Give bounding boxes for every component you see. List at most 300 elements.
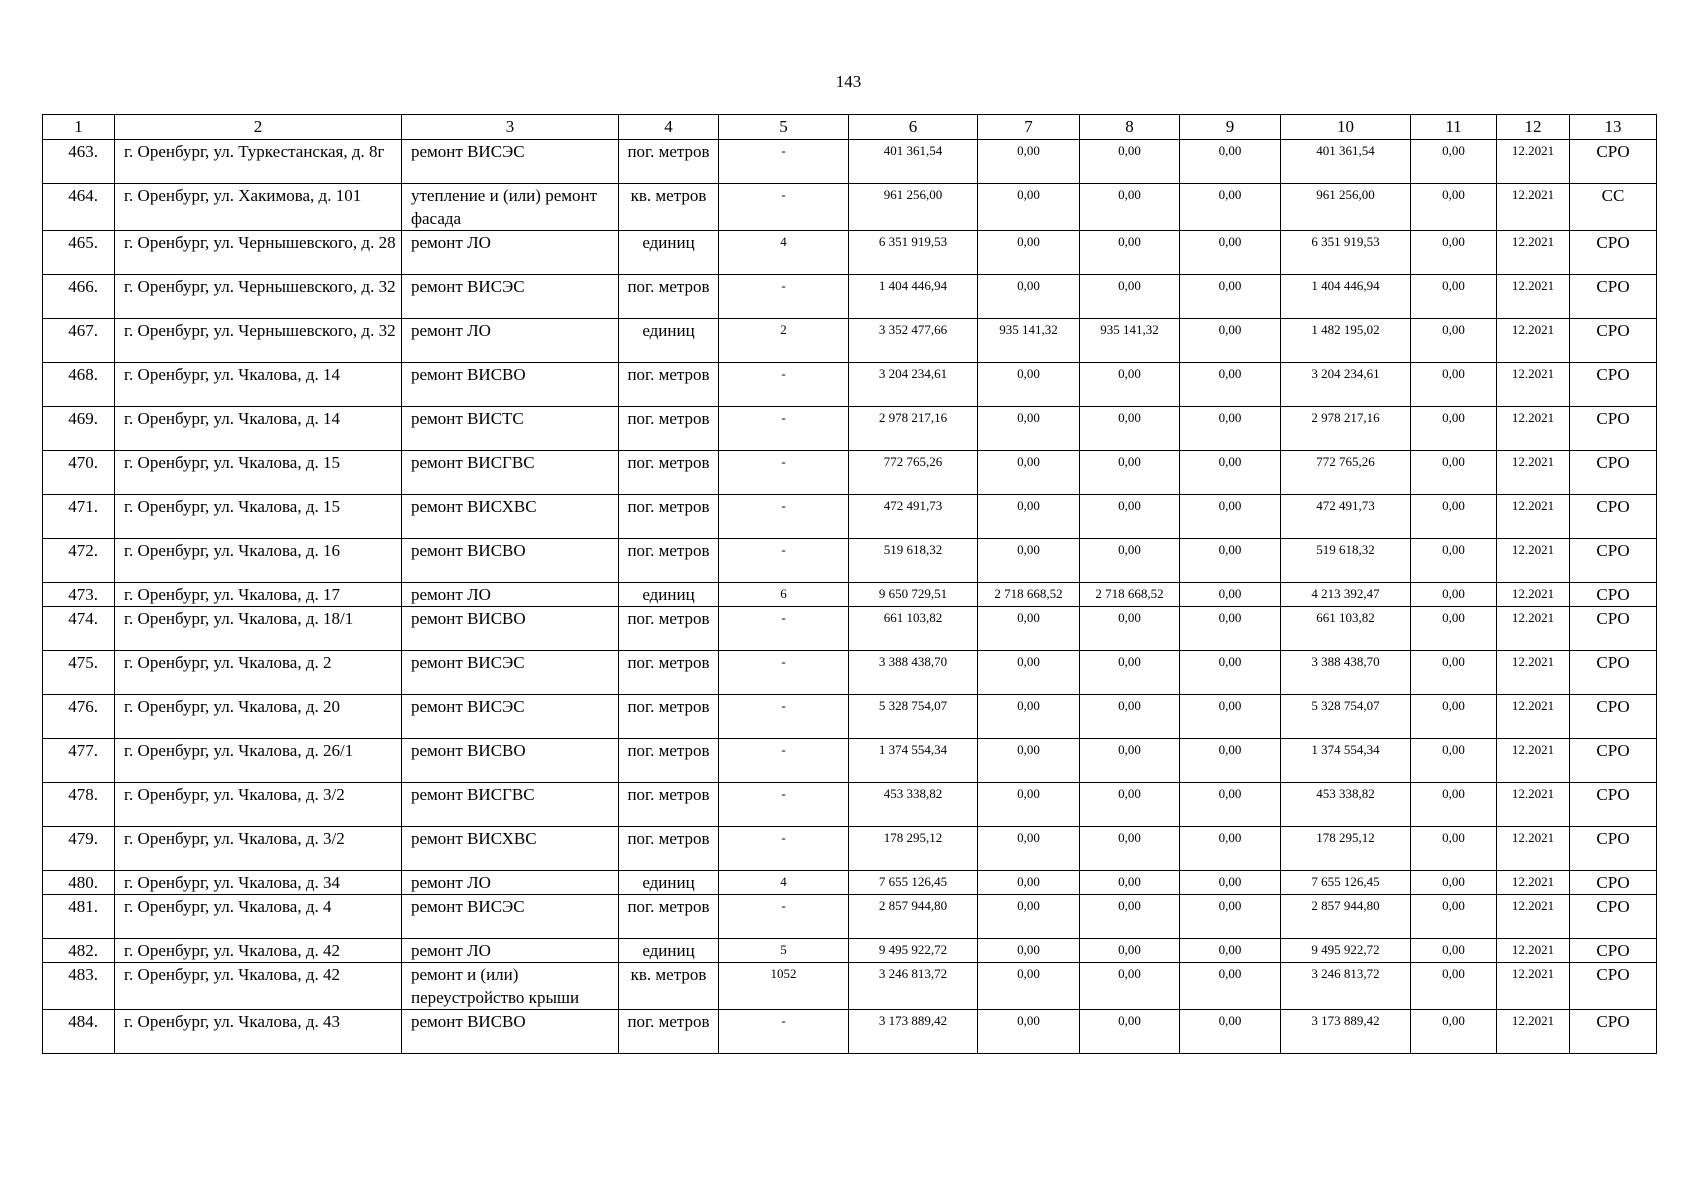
work-type-cell: ремонт ВИСВО <box>402 363 619 407</box>
total-cost-cell: 3 352 477,66 <box>849 319 978 363</box>
work-type-cell: утепление и (или) ремонт фасада <box>402 184 619 231</box>
address-cell: г. Оренбург, ул. Чкалова, д. 3/2 <box>115 783 402 827</box>
owner-cost-cell: 6 351 919,53 <box>1281 231 1411 275</box>
table-row <box>43 451 1657 495</box>
extra-cost-cell: 0,00 <box>1411 407 1497 451</box>
extra-cost-cell: 0,00 <box>1411 695 1497 739</box>
quantity-cell: - <box>719 739 849 783</box>
quantity-cell: - <box>719 407 849 451</box>
row-number-cell: 478. <box>43 783 115 827</box>
row-number-cell: 477. <box>43 739 115 783</box>
table-row <box>43 319 1657 363</box>
total-cost-cell: 178 295,12 <box>849 827 978 871</box>
quantity-cell: - <box>719 651 849 695</box>
row-number-cell: 463. <box>43 140 115 184</box>
extra-cost-cell: 0,00 <box>1411 651 1497 695</box>
table-row <box>43 275 1657 319</box>
other-cost-cell: 0,00 <box>1180 231 1281 275</box>
quantity-cell: 5 <box>719 939 849 963</box>
address-cell: г. Оренбург, ул. Чкалова, д. 15 <box>115 451 402 495</box>
column-header: 1 <box>43 115 115 140</box>
owner-cost-cell: 401 361,54 <box>1281 140 1411 184</box>
work-type-cell: ремонт и (или) переустройство крыши <box>402 963 619 1010</box>
deadline-cell: 12.2021 <box>1497 539 1570 583</box>
other-cost-cell: 0,00 <box>1180 319 1281 363</box>
address-cell: г. Оренбург, ул. Чкалова, д. 2 <box>115 651 402 695</box>
address-cell: г. Оренбург, ул. Чкалова, д. 15 <box>115 495 402 539</box>
fund-cost-cell: 0,00 <box>978 695 1080 739</box>
row-number-cell: 469. <box>43 407 115 451</box>
fund-cost-cell-2: 0,00 <box>1080 827 1180 871</box>
table-row <box>43 407 1657 451</box>
total-cost-cell: 5 328 754,07 <box>849 695 978 739</box>
fund-cost-cell-2: 0,00 <box>1080 783 1180 827</box>
work-type-cell: ремонт ВИСВО <box>402 1010 619 1054</box>
page-number: 143 <box>835 72 862 91</box>
deadline-cell: 12.2021 <box>1497 451 1570 495</box>
extra-cost-cell: 0,00 <box>1411 319 1497 363</box>
unit-cell: пог. метров <box>619 495 719 539</box>
address-cell: г. Оренбург, ул. Чернышевского, д. 32 <box>115 275 402 319</box>
total-cost-cell: 1 404 446,94 <box>849 275 978 319</box>
work-type-cell: ремонт ЛО <box>402 231 619 275</box>
other-cost-cell: 0,00 <box>1180 363 1281 407</box>
column-header: 7 <box>978 115 1080 140</box>
owner-cost-cell: 1 404 446,94 <box>1281 275 1411 319</box>
unit-cell: единиц <box>619 583 719 607</box>
quantity-cell: - <box>719 275 849 319</box>
address-cell: г. Оренбург, ул. Чернышевского, д. 28 <box>115 231 402 275</box>
total-cost-cell: 3 246 813,72 <box>849 963 978 1010</box>
column-header: 13 <box>1570 115 1657 140</box>
fund-cost-cell: 0,00 <box>978 539 1080 583</box>
extra-cost-cell: 0,00 <box>1411 939 1497 963</box>
fund-cost-cell: 0,00 <box>978 827 1080 871</box>
column-header: 8 <box>1080 115 1180 140</box>
address-cell: г. Оренбург, ул. Чкалова, д. 16 <box>115 539 402 583</box>
fund-cost-cell-2: 0,00 <box>1080 363 1180 407</box>
work-type-cell: ремонт ВИСЭС <box>402 275 619 319</box>
work-type-cell: ремонт ВИСВО <box>402 607 619 651</box>
unit-cell: единиц <box>619 939 719 963</box>
deadline-cell: 12.2021 <box>1497 275 1570 319</box>
deadline-cell: 12.2021 <box>1497 895 1570 939</box>
method-cell: СРО <box>1570 363 1657 407</box>
total-cost-cell: 3 173 889,42 <box>849 1010 978 1054</box>
other-cost-cell: 0,00 <box>1180 1010 1281 1054</box>
fund-cost-cell-2: 0,00 <box>1080 1010 1180 1054</box>
owner-cost-cell: 3 173 889,42 <box>1281 1010 1411 1054</box>
deadline-cell: 12.2021 <box>1497 407 1570 451</box>
table-row <box>43 739 1657 783</box>
work-type-cell: ремонт ВИСЭС <box>402 651 619 695</box>
unit-cell: единиц <box>619 319 719 363</box>
address-cell: г. Оренбург, ул. Чкалова, д. 34 <box>115 871 402 895</box>
table-row <box>43 783 1657 827</box>
address-cell: г. Оренбург, ул. Чкалова, д. 26/1 <box>115 739 402 783</box>
method-cell: СРО <box>1570 827 1657 871</box>
quantity-cell: 2 <box>719 319 849 363</box>
unit-cell: пог. метров <box>619 607 719 651</box>
owner-cost-cell: 472 491,73 <box>1281 495 1411 539</box>
work-type-cell: ремонт ЛО <box>402 319 619 363</box>
unit-cell: пог. метров <box>619 827 719 871</box>
address-cell: г. Оренбург, ул. Чкалова, д. 14 <box>115 407 402 451</box>
capital-repair-table <box>42 114 1657 1054</box>
fund-cost-cell: 935 141,32 <box>978 319 1080 363</box>
work-type-cell: ремонт ЛО <box>402 871 619 895</box>
table-row <box>43 827 1657 871</box>
fund-cost-cell-2: 0,00 <box>1080 963 1180 1010</box>
fund-cost-cell: 0,00 <box>978 275 1080 319</box>
method-cell: СРО <box>1570 871 1657 895</box>
fund-cost-cell-2: 2 718 668,52 <box>1080 583 1180 607</box>
other-cost-cell: 0,00 <box>1180 895 1281 939</box>
header-row <box>43 115 1657 140</box>
method-cell: СРО <box>1570 583 1657 607</box>
column-header: 12 <box>1497 115 1570 140</box>
fund-cost-cell: 0,00 <box>978 231 1080 275</box>
column-header: 2 <box>115 115 402 140</box>
total-cost-cell: 2 978 217,16 <box>849 407 978 451</box>
owner-cost-cell: 3 388 438,70 <box>1281 651 1411 695</box>
row-number-cell: 470. <box>43 451 115 495</box>
total-cost-cell: 7 655 126,45 <box>849 871 978 895</box>
extra-cost-cell: 0,00 <box>1411 871 1497 895</box>
fund-cost-cell-2: 0,00 <box>1080 895 1180 939</box>
fund-cost-cell-2: 0,00 <box>1080 695 1180 739</box>
table-row <box>43 607 1657 651</box>
method-cell: СРО <box>1570 275 1657 319</box>
owner-cost-cell: 2 857 944,80 <box>1281 895 1411 939</box>
unit-cell: пог. метров <box>619 739 719 783</box>
owner-cost-cell: 3 204 234,61 <box>1281 363 1411 407</box>
other-cost-cell: 0,00 <box>1180 583 1281 607</box>
column-header: 6 <box>849 115 978 140</box>
method-cell: СРО <box>1570 539 1657 583</box>
total-cost-cell: 519 618,32 <box>849 539 978 583</box>
extra-cost-cell: 0,00 <box>1411 783 1497 827</box>
owner-cost-cell: 5 328 754,07 <box>1281 695 1411 739</box>
other-cost-cell: 0,00 <box>1180 739 1281 783</box>
fund-cost-cell: 0,00 <box>978 407 1080 451</box>
method-cell: СРО <box>1570 319 1657 363</box>
fund-cost-cell-2: 0,00 <box>1080 407 1180 451</box>
column-header: 9 <box>1180 115 1281 140</box>
table-row <box>43 140 1657 184</box>
extra-cost-cell: 0,00 <box>1411 963 1497 1010</box>
extra-cost-cell: 0,00 <box>1411 539 1497 583</box>
fund-cost-cell: 0,00 <box>978 739 1080 783</box>
fund-cost-cell-2: 0,00 <box>1080 607 1180 651</box>
owner-cost-cell: 3 246 813,72 <box>1281 963 1411 1010</box>
row-number-cell: 476. <box>43 695 115 739</box>
total-cost-cell: 3 204 234,61 <box>849 363 978 407</box>
address-cell: г. Оренбург, ул. Чкалова, д. 3/2 <box>115 827 402 871</box>
unit-cell: кв. метров <box>619 184 719 231</box>
table-row <box>43 363 1657 407</box>
table-row <box>43 939 1657 963</box>
quantity-cell: - <box>719 495 849 539</box>
address-cell: г. Оренбург, ул. Чкалова, д. 42 <box>115 963 402 1010</box>
fund-cost-cell: 0,00 <box>978 895 1080 939</box>
work-type-cell: ремонт ЛО <box>402 939 619 963</box>
owner-cost-cell: 2 978 217,16 <box>1281 407 1411 451</box>
extra-cost-cell: 0,00 <box>1411 451 1497 495</box>
work-type-cell: ремонт ВИСГВС <box>402 783 619 827</box>
table-row <box>43 651 1657 695</box>
address-cell: г. Оренбург, ул. Чернышевского, д. 32 <box>115 319 402 363</box>
row-number-cell: 467. <box>43 319 115 363</box>
fund-cost-cell-2: 0,00 <box>1080 871 1180 895</box>
address-cell: г. Оренбург, ул. Чкалова, д. 18/1 <box>115 607 402 651</box>
other-cost-cell: 0,00 <box>1180 184 1281 231</box>
quantity-cell: - <box>719 539 849 583</box>
owner-cost-cell: 519 618,32 <box>1281 539 1411 583</box>
deadline-cell: 12.2021 <box>1497 140 1570 184</box>
deadline-cell: 12.2021 <box>1497 739 1570 783</box>
fund-cost-cell: 0,00 <box>978 184 1080 231</box>
fund-cost-cell-2: 0,00 <box>1080 275 1180 319</box>
deadline-cell: 12.2021 <box>1497 939 1570 963</box>
table-row <box>43 539 1657 583</box>
fund-cost-cell-2: 0,00 <box>1080 184 1180 231</box>
work-type-cell: ремонт ВИСЭС <box>402 140 619 184</box>
table-row <box>43 231 1657 275</box>
method-cell: СС <box>1570 184 1657 231</box>
unit-cell: пог. метров <box>619 363 719 407</box>
deadline-cell: 12.2021 <box>1497 607 1570 651</box>
unit-cell: пог. метров <box>619 407 719 451</box>
row-number-cell: 481. <box>43 895 115 939</box>
total-cost-cell: 3 388 438,70 <box>849 651 978 695</box>
unit-cell: пог. метров <box>619 451 719 495</box>
total-cost-cell: 472 491,73 <box>849 495 978 539</box>
method-cell: СРО <box>1570 495 1657 539</box>
quantity-cell: 4 <box>719 231 849 275</box>
other-cost-cell: 0,00 <box>1180 963 1281 1010</box>
other-cost-cell: 0,00 <box>1180 451 1281 495</box>
fund-cost-cell-2: 0,00 <box>1080 140 1180 184</box>
quantity-cell: - <box>719 895 849 939</box>
other-cost-cell: 0,00 <box>1180 871 1281 895</box>
column-header: 4 <box>619 115 719 140</box>
total-cost-cell: 1 374 554,34 <box>849 739 978 783</box>
unit-cell: пог. метров <box>619 140 719 184</box>
total-cost-cell: 9 650 729,51 <box>849 583 978 607</box>
deadline-cell: 12.2021 <box>1497 827 1570 871</box>
row-number-cell: 484. <box>43 1010 115 1054</box>
fund-cost-cell: 2 718 668,52 <box>978 583 1080 607</box>
address-cell: г. Оренбург, ул. Чкалова, д. 14 <box>115 363 402 407</box>
fund-cost-cell: 0,00 <box>978 651 1080 695</box>
fund-cost-cell: 0,00 <box>978 963 1080 1010</box>
column-header: 10 <box>1281 115 1411 140</box>
total-cost-cell: 961 256,00 <box>849 184 978 231</box>
fund-cost-cell: 0,00 <box>978 140 1080 184</box>
deadline-cell: 12.2021 <box>1497 783 1570 827</box>
total-cost-cell: 6 351 919,53 <box>849 231 978 275</box>
address-cell: г. Оренбург, ул. Хакимова, д. 101 <box>115 184 402 231</box>
extra-cost-cell: 0,00 <box>1411 184 1497 231</box>
work-type-cell: ремонт ВИСХВС <box>402 495 619 539</box>
unit-cell: пог. метров <box>619 783 719 827</box>
fund-cost-cell: 0,00 <box>978 607 1080 651</box>
other-cost-cell: 0,00 <box>1180 783 1281 827</box>
work-type-cell: ремонт ВИСВО <box>402 739 619 783</box>
fund-cost-cell: 0,00 <box>978 939 1080 963</box>
address-cell: г. Оренбург, ул. Чкалова, д. 4 <box>115 895 402 939</box>
work-type-cell: ремонт ВИСХВС <box>402 827 619 871</box>
deadline-cell: 12.2021 <box>1497 871 1570 895</box>
quantity-cell: - <box>719 451 849 495</box>
table-row <box>43 1010 1657 1054</box>
method-cell: СРО <box>1570 939 1657 963</box>
extra-cost-cell: 0,00 <box>1411 1010 1497 1054</box>
extra-cost-cell: 0,00 <box>1411 495 1497 539</box>
quantity-cell: - <box>719 363 849 407</box>
deadline-cell: 12.2021 <box>1497 231 1570 275</box>
owner-cost-cell: 7 655 126,45 <box>1281 871 1411 895</box>
table-row <box>43 695 1657 739</box>
unit-cell: кв. метров <box>619 963 719 1010</box>
row-number-cell: 474. <box>43 607 115 651</box>
fund-cost-cell-2: 0,00 <box>1080 651 1180 695</box>
row-number-cell: 464. <box>43 184 115 231</box>
total-cost-cell: 661 103,82 <box>849 607 978 651</box>
unit-cell: пог. метров <box>619 1010 719 1054</box>
method-cell: СРО <box>1570 407 1657 451</box>
deadline-cell: 12.2021 <box>1497 319 1570 363</box>
method-cell: СРО <box>1570 451 1657 495</box>
owner-cost-cell: 661 103,82 <box>1281 607 1411 651</box>
table-row <box>43 495 1657 539</box>
extra-cost-cell: 0,00 <box>1411 607 1497 651</box>
table-row <box>43 184 1657 231</box>
work-type-cell: ремонт ВИСЭС <box>402 695 619 739</box>
fund-cost-cell-2: 0,00 <box>1080 451 1180 495</box>
work-type-cell: ремонт ВИСТС <box>402 407 619 451</box>
deadline-cell: 12.2021 <box>1497 363 1570 407</box>
quantity-cell: - <box>719 783 849 827</box>
owner-cost-cell: 178 295,12 <box>1281 827 1411 871</box>
fund-cost-cell-2: 0,00 <box>1080 939 1180 963</box>
fund-cost-cell-2: 0,00 <box>1080 539 1180 583</box>
total-cost-cell: 2 857 944,80 <box>849 895 978 939</box>
total-cost-cell: 453 338,82 <box>849 783 978 827</box>
total-cost-cell: 772 765,26 <box>849 451 978 495</box>
deadline-cell: 12.2021 <box>1497 495 1570 539</box>
extra-cost-cell: 0,00 <box>1411 231 1497 275</box>
quantity-cell: 4 <box>719 871 849 895</box>
extra-cost-cell: 0,00 <box>1411 363 1497 407</box>
owner-cost-cell: 4 213 392,47 <box>1281 583 1411 607</box>
other-cost-cell: 0,00 <box>1180 651 1281 695</box>
other-cost-cell: 0,00 <box>1180 140 1281 184</box>
method-cell: СРО <box>1570 783 1657 827</box>
quantity-cell: - <box>719 184 849 231</box>
owner-cost-cell: 1 374 554,34 <box>1281 739 1411 783</box>
method-cell: СРО <box>1570 1010 1657 1054</box>
method-cell: СРО <box>1570 895 1657 939</box>
quantity-cell: 6 <box>719 583 849 607</box>
table-row <box>43 963 1657 1010</box>
deadline-cell: 12.2021 <box>1497 184 1570 231</box>
address-cell: г. Оренбург, ул. Чкалова, д. 20 <box>115 695 402 739</box>
row-number-cell: 472. <box>43 539 115 583</box>
address-cell: г. Оренбург, ул. Чкалова, д. 17 <box>115 583 402 607</box>
row-number-cell: 465. <box>43 231 115 275</box>
table-row <box>43 871 1657 895</box>
fund-cost-cell-2: 0,00 <box>1080 495 1180 539</box>
quantity-cell: - <box>719 695 849 739</box>
other-cost-cell: 0,00 <box>1180 607 1281 651</box>
unit-cell: пог. метров <box>619 895 719 939</box>
extra-cost-cell: 0,00 <box>1411 583 1497 607</box>
other-cost-cell: 0,00 <box>1180 539 1281 583</box>
total-cost-cell: 9 495 922,72 <box>849 939 978 963</box>
method-cell: СРО <box>1570 739 1657 783</box>
method-cell: СРО <box>1570 607 1657 651</box>
fund-cost-cell: 0,00 <box>978 1010 1080 1054</box>
unit-cell: единиц <box>619 871 719 895</box>
owner-cost-cell: 772 765,26 <box>1281 451 1411 495</box>
fund-cost-cell: 0,00 <box>978 871 1080 895</box>
row-number-cell: 471. <box>43 495 115 539</box>
address-cell: г. Оренбург, ул. Чкалова, д. 43 <box>115 1010 402 1054</box>
other-cost-cell: 0,00 <box>1180 939 1281 963</box>
extra-cost-cell: 0,00 <box>1411 895 1497 939</box>
table-row <box>43 895 1657 939</box>
column-header: 5 <box>719 115 849 140</box>
row-number-cell: 483. <box>43 963 115 1010</box>
row-number-cell: 473. <box>43 583 115 607</box>
total-cost-cell: 401 361,54 <box>849 140 978 184</box>
quantity-cell: - <box>719 140 849 184</box>
row-number-cell: 475. <box>43 651 115 695</box>
row-number-cell: 482. <box>43 939 115 963</box>
fund-cost-cell: 0,00 <box>978 451 1080 495</box>
row-number-cell: 479. <box>43 827 115 871</box>
owner-cost-cell: 961 256,00 <box>1281 184 1411 231</box>
extra-cost-cell: 0,00 <box>1411 275 1497 319</box>
quantity-cell: - <box>719 607 849 651</box>
fund-cost-cell-2: 935 141,32 <box>1080 319 1180 363</box>
method-cell: СРО <box>1570 231 1657 275</box>
work-type-cell: ремонт ВИСЭС <box>402 895 619 939</box>
other-cost-cell: 0,00 <box>1180 407 1281 451</box>
unit-cell: пог. метров <box>619 275 719 319</box>
fund-cost-cell: 0,00 <box>978 783 1080 827</box>
method-cell: СРО <box>1570 963 1657 1010</box>
column-header: 3 <box>402 115 619 140</box>
other-cost-cell: 0,00 <box>1180 695 1281 739</box>
method-cell: СРО <box>1570 651 1657 695</box>
other-cost-cell: 0,00 <box>1180 275 1281 319</box>
deadline-cell: 12.2021 <box>1497 695 1570 739</box>
deadline-cell: 12.2021 <box>1497 651 1570 695</box>
other-cost-cell: 0,00 <box>1180 827 1281 871</box>
method-cell: СРО <box>1570 140 1657 184</box>
owner-cost-cell: 453 338,82 <box>1281 783 1411 827</box>
table-row <box>43 583 1657 607</box>
owner-cost-cell: 9 495 922,72 <box>1281 939 1411 963</box>
unit-cell: пог. метров <box>619 539 719 583</box>
fund-cost-cell: 0,00 <box>978 363 1080 407</box>
fund-cost-cell: 0,00 <box>978 495 1080 539</box>
row-number-cell: 480. <box>43 871 115 895</box>
unit-cell: пог. метров <box>619 695 719 739</box>
